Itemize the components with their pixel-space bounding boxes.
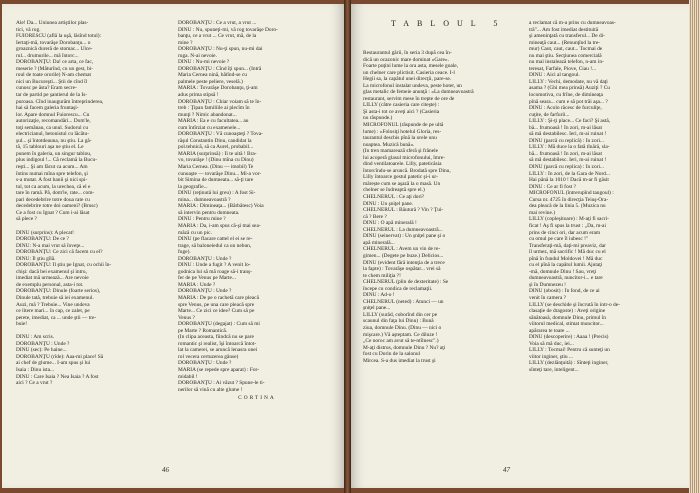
text-line: să mă destabilesc. Ieri, m-ai ruinat !: [529, 131, 607, 138]
text-line: Auzi, mă ? Trebuie... Vine undeva: [16, 301, 90, 308]
text-line: nici un Bucureşti... Ştii de cînd îl: [16, 78, 88, 85]
text-line: DINU (parcă cu replică) : În zori...: [529, 137, 604, 144]
page-edges: [689, 0, 700, 493]
text-line: DOROBANŢU : Chiar voiam să te în-: [178, 98, 262, 105]
text-line: mişcare.) Vă aşteptam. Ce diluze !: [363, 331, 438, 338]
text-line: MARIA (se repede spre aparat) : For-: [178, 366, 260, 373]
text-line: DOROBANŢU: Îl ştiu pe Ignat, cu ochii în-: [16, 262, 112, 269]
text-line: DINU: N-a mai vrut să înveţe...: [16, 242, 85, 249]
text-line: Marte... Ce zici ce idee? Cum să pe: [178, 308, 255, 315]
text-line: sănătoasă, domnule Dinu, primul în: [529, 314, 606, 321]
text-line: DINU (sec): Pe haine...: [16, 347, 67, 354]
text-line: DOROBANŢU : Unde ?: [178, 288, 232, 295]
text-line: pînă în fundul Moldovei ! Mă duc: [529, 255, 603, 262]
text-line: CHELNERUL : Ce aţi dori?: [363, 194, 425, 201]
text-line: Hegii sa, la capătul unei direcţii, pare-se.: [363, 76, 452, 83]
text-line: restaurant, servim mese în trepte de ore de: [363, 95, 455, 102]
text-line: CHELNERUL (plin de dexteritate) : Se: [363, 279, 449, 286]
text-line: DINU (obosit) : În fond, de ce ai: [529, 288, 600, 295]
text-line: M-aţi distrus, domnule Dinu ? Nu? aţi: [363, 344, 446, 351]
right-column-2: [529, 20, 679, 374]
text-line: DINU: Îl ştiu gîlă.: [16, 255, 56, 262]
text-line: DINU : O apă minerală !: [363, 220, 417, 227]
page-number-right: 47: [503, 466, 510, 474]
text-line: fost cu Dorin de la salonul: [363, 351, 421, 358]
text-line: mai revine.): [529, 209, 556, 216]
text-line: DINU (pe flacare cattel el ei se re-: [178, 236, 253, 243]
text-line: LILLY (surâd, coborînd din cer pe: [363, 311, 438, 318]
text-line: spre Venus, pe una care pleacă spre: [178, 301, 255, 308]
text-line: nu mai instalează telefon, n-am in-: [529, 59, 604, 66]
text-line: CHELNERUL : Băutură ? Vin ? Ţui-: [363, 207, 444, 214]
text-line: midabil !: [178, 373, 198, 380]
text-line: DINU : Acolo răcesc de furculiţe,: [529, 105, 602, 112]
text-line: banţu, ce a vrut ... Ce vrut, mă, de la: [178, 33, 257, 40]
scene-header: TABLOUL 5: [391, 19, 506, 28]
text-line: Maria Cernea. (Dinu — imobil) Te: [178, 164, 254, 171]
text-line: răşul Constantin Dinu, candidat la: [178, 137, 252, 144]
text-line: DOROBANŢU : Ce a vrut, a vrut ...: [178, 20, 257, 26]
text-line: viitor inginer, ştiu ...: [529, 353, 573, 360]
text-line: tici, vă rog.: [16, 26, 41, 33]
left-column-2: [178, 20, 336, 402]
text-line: mur) Caut, caut, caut... Tocmai de: [529, 46, 603, 53]
text-line: DINU : Unde a fugit ? A venit lo-: [178, 262, 251, 269]
text-line: începe cu condica de reclamaţii.: [363, 285, 433, 292]
text-line: DINU (evident fără intenţia de a trece: [363, 259, 445, 266]
text-line: cu omul pe care îl iubesc !": [529, 236, 589, 243]
text-line: cunosc pe ăsta? Eram secre-: [16, 85, 77, 92]
text-line: DOROBANŢU: Dinule (foarte serios),: [16, 288, 101, 295]
text-line: tare în ramă. Pă, dom'le, rate... com-: [16, 190, 95, 197]
text-line: şi ameninţată cu transferul... De di-: [529, 33, 606, 40]
text-line: cu el pînă la capătul lumii. Ajutaţi: [529, 262, 603, 269]
text-line: lor. Apare domnul Fuiorescu... Cu: [16, 111, 90, 118]
text-line: plus indigoul !... Că reclamă la Bucu-: [16, 157, 97, 164]
text-line: LILLY : Vechi, demodate, nu vă daţi: [529, 78, 608, 85]
text-line: să mă destabilesc. Ieri, m-ai ruinat !: [529, 157, 607, 164]
text-line: DINU : Un şniţel pane.: [363, 200, 414, 207]
text-line: pe Marte ? Romantică.: [178, 327, 228, 334]
text-line: -mă, domnule Dinu ! Sau, vreţi: [529, 268, 597, 275]
text-line: Foarte puţini lume la ora asta, mesele goale,: [363, 63, 459, 70]
text-line: îl urmez, mă sacrific ! Mă duc cu el: [529, 249, 606, 256]
text-line: dumneavoastră, nuncitor-i... e tare: [529, 275, 603, 282]
text-line: DOROBANŢU : Nu-ţi spun, nu-mi dai: [178, 46, 263, 53]
text-line: fer de pe Venus pe Marte...: [178, 275, 236, 282]
text-line: dică un ocazonic mare dominat «Gare».: [363, 56, 449, 63]
text-line: locomotiva, cu frîne, de dimineaţa: [529, 92, 603, 99]
text-line: măză cu un pic.: [178, 229, 212, 236]
text-line: fuge).: [178, 249, 191, 256]
text-line: imediat mă urmează... Are nevoie: [16, 275, 89, 282]
text-line: roul de toate ororile) N-am chemat: [16, 72, 91, 79]
text-line: puroasa. Cînd inaugurăm întreprinderea,: [16, 98, 104, 105]
text-line: MARIA : Unde ?: [178, 281, 216, 288]
text-line: şi în Dumnezeu !: [529, 281, 566, 288]
text-line: Iertaţi-mă, tovarăşe Dorobanţu... o: [16, 39, 91, 46]
text-line: MARIA : Tovarăşe Dorobanţu, ţi-am: [178, 85, 258, 92]
text-line: sînteţi tare, inteligent...: [529, 366, 579, 373]
text-line: Lilly întoarce gestul patetic şi-i ur-: [363, 174, 438, 181]
text-line: Mircea. S-a dus imediat la trust şi: [363, 357, 436, 364]
text-line: mărește cum se aşază la o masă. Un: [363, 180, 441, 187]
text-line: LILLY (dezlănţuită) : Sînteţi inginer,: [529, 360, 609, 367]
text-line: LILLY (se deschide şi încrută în intr-o de-: [529, 301, 620, 308]
text-line: meserie ? (Măturînd, cu un gest, bi-: [16, 65, 93, 72]
text-line: chelner se îndreaptă spre el.): [363, 187, 425, 194]
text-line: MICROFONUL (răspunde de pe ultă: [363, 122, 444, 129]
text-line: teresat, Farfale, Piove, Ciau !...: [529, 65, 597, 72]
text-line: întorcîndu-se aruncă. Brodată spre Dinu,: [363, 167, 451, 174]
text-line: DINU (reţinută lui greu) : A fost Si-: [178, 190, 256, 197]
text-line: MARIA (surprinsă) : Îi te uită ! Bra-: [178, 150, 257, 157]
text-line: Maria Cernea nină, bătînd-se cu: [178, 72, 248, 79]
text-line: prins de cinci ori, dar acum eram: [529, 229, 601, 236]
text-line: punem în galeria, un singur tablou,: [16, 150, 92, 157]
text-line: chişi: dacă bei examenul şi intru,: [16, 268, 87, 275]
text-line: nerilor să vină cu alte glume !: [178, 386, 243, 393]
text-line: Şi asta-i tot ce aveţi aici ? (Casieria: [363, 108, 440, 115]
text-line: CHELNERUL (neted) : Atunci — un: [363, 298, 444, 305]
text-line: hai să facem galeria fruntaşi-: [16, 105, 79, 112]
left-column-1: [16, 20, 170, 387]
text-line: dea pleacă de la linia 5. (Muzica nu: [529, 203, 606, 210]
text-line: bă... frumoasă ! În zori, m-ai lăsat: [529, 124, 603, 131]
text-line: „Ce noroc am avut să te-ntîlnesc".): [363, 338, 439, 345]
text-line: DOROBANŢU: Ce zici că facem cu el?: [16, 249, 103, 256]
text-line: apărarea te toate ...: [529, 327, 570, 334]
text-line: pari decedebrire totre doua rate cu: [16, 196, 90, 203]
text-line: MARIA : Dimineaţa... (Bărbătesc) Voia: [178, 203, 264, 210]
text-line: întins numai mîna spre telefon, şi: [16, 170, 88, 177]
text-line: noaptea. Muzică bună».: [363, 141, 415, 148]
text-line: şul... şi întotdeauna, nu ştiu. La gă-: [16, 137, 92, 144]
text-line: te chem miliţia ?!: [363, 272, 401, 279]
text-line: Ce a fost cu Ignat ? Cum i-ai lăsat: [16, 209, 90, 216]
text-line: DINU : Ce ar fi fost ?: [529, 183, 577, 190]
text-line: treb : Ţipan familiile ai plecîm în: [178, 105, 250, 112]
text-line: DINU : Am scris.: [16, 334, 55, 341]
text-line: toţi semănau, ca unul. Sudorul cu: [16, 124, 89, 131]
text-line: DOROBANŢU (rîde): Aaa-mi place! Să: [16, 353, 104, 360]
text-line: (In clipa aceasta, fiindcă nu se pare: [178, 334, 254, 341]
left-page: [2, 4, 344, 488]
text-line: venit în camera ?: [529, 294, 566, 301]
text-line: ce litere mari... în cap, ce zalet, pe: [16, 308, 90, 315]
text-line: MICROFONUL (întrerupînd tangoul) :: [529, 190, 614, 197]
text-line: pînă seara... cum e să pot trăi aşa... ?: [529, 98, 608, 105]
text-line: a reclamat că m-a prins cu dumneavoas-: [529, 20, 616, 26]
text-line: Isaia : Dinu ista...: [16, 366, 55, 373]
text-line: DOROBANŢU: Da! ce arta, ce fac,: [16, 59, 94, 66]
text-line: DINU (seinervat) : Un şniţel pane şi o: [363, 233, 446, 240]
text-line: Hai până la 1010 ! Dacă m-ar fi găsit: [529, 177, 609, 184]
text-line: palmele peste peliere, veselă.): [178, 78, 243, 85]
text-line: decedebrire totre doi oameni? (Brusc): [16, 203, 98, 210]
text-line: groaznică dureră de stomac... Ulce-: [16, 46, 93, 53]
text-line: godnica lui să mă roage să-i tranş-: [178, 268, 252, 275]
text-line: LILLY : Tocmai! Pentru că sunteţi un: [529, 347, 610, 354]
text-line: MARIA : Ea e cu facultatea... au: [178, 118, 249, 125]
text-line: nu răspunde.): [363, 115, 393, 122]
text-line: aici ? Ce a vrut ?: [16, 380, 53, 387]
text-line: ai chef de glume... I-am spus şi lui: [16, 360, 91, 367]
text-line: scaunul din faţa lui Dinu) : Bună: [363, 318, 434, 325]
text-line: buie!: [16, 321, 28, 328]
text-line: Transferaţi-mă, daţi-mi preaviz, dar: [529, 242, 606, 249]
right-page: [351, 4, 689, 488]
text-line: rul... drumurile... mă întorc...: [16, 52, 79, 59]
text-line: asama ? (Ghi mea prinsă) Auziţi ? Cu: [529, 85, 610, 92]
text-line: nu mai ştiu. Secţiunea comercială: [529, 52, 602, 59]
text-line: DOROBANŢU (degajat) : Cum să mi: [178, 321, 260, 328]
text-line: LILLY : Mă duce la o fată tînără, sla-: [529, 144, 610, 151]
text-line: CHELNERUL : La dumneavoastră...: [363, 226, 443, 233]
text-line: ficat ! Aş fi spus la trust : „Da, m-ai: [529, 222, 606, 229]
text-line: taurantul deschis pînă la orele unu: [363, 135, 437, 142]
text-line: DINU : Nu, spuneţi-mi, vă rog tovarăşe Doro-: [178, 26, 278, 33]
text-line: CHELNERUL : Avem un vin de re-: [363, 246, 441, 253]
text-line: lui acoperă glasul microfonului, îmre-: [363, 154, 445, 161]
text-line: LILLY : În zori, de la Gara de Nord...: [529, 170, 610, 177]
text-line: bă... frumoasă ! În zori, m-ai lăsat: [529, 150, 603, 157]
text-line: clasaţie de dragoste) : Aveţi origine: [529, 308, 606, 315]
text-line: Ale! Da... Uniunea artiştilor plas-: [16, 20, 89, 26]
text-line: mineaţă caut... (Renunţînd la tre-: [529, 39, 601, 46]
text-line: adus prima stipsă !: [178, 92, 219, 99]
text-line: romantic şi realist, îşi întoarcă întot-: [178, 340, 257, 347]
text-line: DINU (surprins): A plecat!: [16, 229, 74, 236]
text-line: MARIA : Da, i-am spus că-şi mai sea-: [178, 222, 261, 229]
text-line: lume) : «Folosiţi hotelul Gloria, res-: [363, 128, 442, 135]
text-line: LILLY : Şi-ţi place... Ce faci? Şi astă,: [529, 118, 611, 125]
text-line: perete, imediat, ca ... unde ştii — tre-: [16, 314, 97, 321]
text-line: DOROBANŢU : Cînd îţi spun... (Intră: [178, 65, 262, 72]
text-line: lat la camerei, se aruncă lenasra unei: [178, 347, 258, 354]
text-line: DOROBANŢU : Unde ?: [178, 360, 232, 367]
text-line: DOROBANŢU: De ce ?: [16, 236, 69, 243]
text-line: bit Simina de dumneata... să-ţi tare: [178, 177, 254, 184]
text-line: trage, să baloneiedul ca un nebun,: [178, 242, 252, 249]
text-line: DINU (descoperire) : Aaaa ! (Precis): [529, 334, 609, 341]
text-line: vo, tovarăşe ! (Dinu mîna cu Dinu): [178, 157, 254, 164]
text-line: Cursa nr. 4725 în direcţia Teiuş-Ora-: [529, 196, 609, 203]
text-line: gimen... (Degete pe buze.) Delicios...: [363, 252, 444, 259]
text-line: electricianul, betonistul cu lăcătu-: [16, 131, 90, 138]
text-line: mina... dumneavoastră ?: [178, 196, 231, 203]
text-line: DINU : Ad-o !: [363, 292, 395, 299]
text-line: Voia să mă duc, iei...: [529, 340, 574, 347]
text-line: de exemplu personal, asta-i tot.: [16, 281, 84, 288]
text-line: să intervin pentru dumneata.: [178, 209, 240, 216]
book-gutter: [344, 0, 351, 493]
text-line: LILLY (către casieria care citeşte) :: [363, 102, 440, 109]
text-line: ziua, domnule Dinu. (Dinu — nici o: [363, 324, 442, 331]
text-line: (In tren mamarează sferă şi frânele: [363, 148, 438, 155]
right-column-1: [363, 50, 523, 364]
text-line: Restaurantul gării, în seria 3 după cea în-: [363, 50, 452, 56]
text-line: dind ventilatoarele. Lilly, pateticăsia: [363, 161, 442, 168]
text-line: DINU : Nu-mi nevoie ?: [178, 59, 230, 66]
text-line: pol.tehnică, să ca Aurel, probabil...: [178, 144, 254, 151]
text-line: DOROBANŢU : Unde ?: [16, 340, 70, 347]
text-line: reşti... Şi am făcut ca acum... Am: [16, 164, 88, 171]
text-line: tră"... Am fost imediat destituită: [529, 26, 599, 33]
text-line: munţi ? Nimic abandonat...: [178, 111, 237, 118]
text-line: DINU : Pentru mine ?: [178, 216, 226, 223]
text-line: La microfonul instalat undeva, peste hoter, un: [363, 82, 462, 89]
text-line: MARIA : De pe o rachetă care pleacă: [178, 294, 259, 301]
text-line: LILLY (copleşitoare) : M-aţi fi sacri-: [529, 216, 609, 223]
text-line: Dinule tată, trebuie să iei examenul.: [16, 294, 94, 301]
text-line: Venus ?: [178, 314, 195, 321]
text-line: s-a mutat. A fost banii şi nici spi-: [16, 177, 88, 184]
text-line: tar de partid pe şantierul de la Is-: [16, 92, 88, 99]
text-line: să plece ?: [16, 216, 37, 223]
text-line: un chelner care plictisit. Casieria ceace. I-l: [363, 69, 455, 76]
text-line: FUIORESCU (află la uşă, lăsînd totul):: [16, 33, 102, 40]
text-line: glas metalic de femeie anunţă : «La dumneavoastră: [363, 89, 474, 96]
text-line: DOROBANŢU : Unde ?: [178, 255, 232, 262]
text-line: DINU : Care Isaia ? Nea Isaia ? A fost: [16, 373, 99, 380]
text-line: la geografie...: [178, 183, 208, 190]
text-line: cum întîrziat cu examenele...: [178, 124, 241, 131]
text-line: şniţel pane...: [363, 305, 391, 312]
text-line: tă, 15 tablouri aşa ne ştiu el. Le: [16, 144, 84, 151]
text-line: la fapte) : Tovarăşe ospătar... vrei să: [363, 266, 441, 273]
page-number-left: 46: [162, 466, 169, 474]
text-line: apă minerală...: [363, 239, 395, 246]
text-line: mine ?: [178, 39, 193, 46]
text-line: ruga. N-ai nevoie.: [178, 52, 217, 59]
text-line: DINU (parcă cu replica) : În zori...: [529, 164, 604, 171]
text-line: viitorul medical, stimat muncitor...: [529, 321, 604, 328]
text-line: DOROBANŢU : Ai văzut ? Spune-le ti-: [178, 380, 265, 387]
text-line: cunoaşte — tovarăşe Dinu... Mi-a vor-: [178, 170, 262, 177]
text-line: DOROBANŢU : Vă cunoaşteţi ? Tova-: [178, 131, 263, 138]
text-line: tul, tot ca acum, la urechea, că el e: [16, 183, 91, 190]
text-line: autorizaţie, recomandări... Dom'le,: [16, 118, 91, 125]
text-line: cuţite, de farfurii...: [529, 111, 570, 118]
curtain-label: CORTINA: [238, 395, 276, 402]
text-line: că ? Bere ?: [363, 213, 387, 220]
text-line: DINU : Aici al tangoul.: [529, 72, 580, 79]
text-line: rol vecera certuzerea gânse): [178, 353, 239, 360]
